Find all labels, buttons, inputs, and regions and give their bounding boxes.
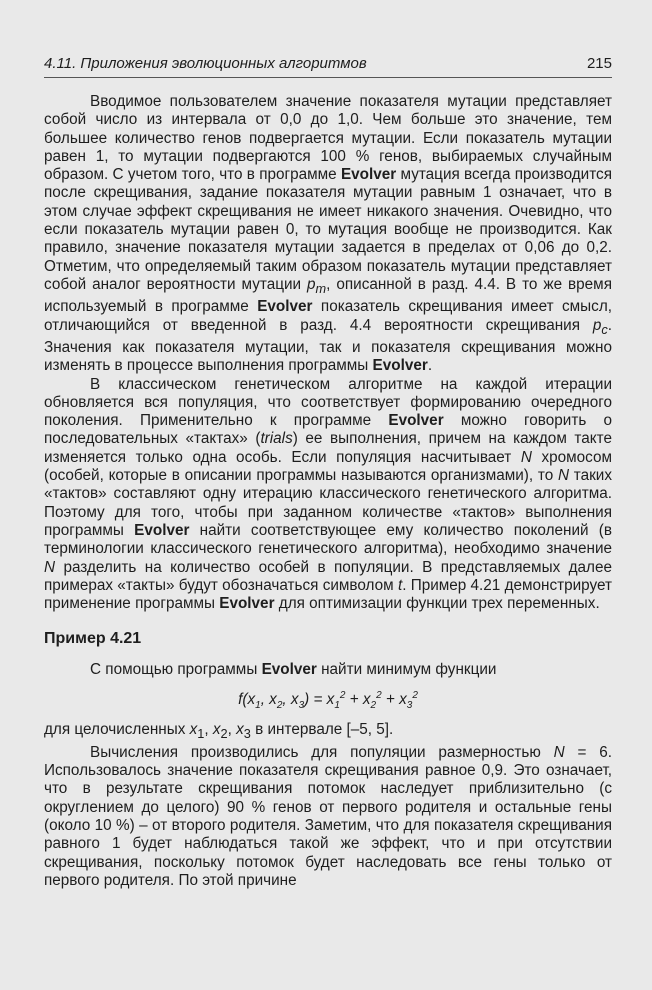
body-text [44,93,612,890]
page-number: 215 [586,55,612,72]
paragraph-domain: для целочисленных $x_1$, $x_2$, $x_3$ в интервале [–5, 5]. [44,721,394,742]
running-header [44,55,612,78]
function-formula: $f(x_1$, $x_2$, $x_3) = x_1^2 + x_2^2 + x_3^2$ [238,690,418,712]
paragraph-mutation: Вводимое пользователем значение показателя мутации представляет собой число из интервала от 0,0 до 1,0. Чем больше это значение, тем большее количество генов подвергается мутации. Если показатель мутации равен 1, то мутации подвергаются 100 % генов, выбираемых случайным образом. С учетом того, что в программе Evolver мутация всегда производится после скрещивания, задание показателя мутации равным 1 означает, что в этом случае эффект скрещивания не имеет никакого значения. Очевидно, что если показатель мутации равен 0, то мутация вообще не производится. Как правило, значение показателя мутации задается в пределах от 0,06 до 0,2. Отметим, что определяемый таким образом показатель мутации представляет собой аналог вероятности мутации $p_m$, описанной в разд. 4.4. В то же время используемый в программе Evolver показатель скрещивания имеет смысл, отличающийся от введенной в разд. 4.4 вероятности скрещивания $p_c$. Значения как показателя мутации, так и показателя скрещивания можно изменять в процессе выполнения программы Evolver. [44,93,612,375]
paragraph-computation: Вычисления производились для популяции размерностью N = 6. Использовалось значение показателя скрещивания равное 0,9. Это означает, что в результате скрещивания потомок наследует приблизительно (с округлением до целого) 90 % генов от первого родителя и остальные гены (около 10 %) – от второго родителя. Заметим, что для показателя скрещивания равного 1 будет наблюдаться такой же эффект, что и при отсутствии скрещивания, поскольку потомок будет наследовать все гены только от первого родителя. По этой причине [44,743,612,889]
paragraph-task: С помощью программы Evolver найти минимум функции [90,660,497,678]
example-heading: Пример 4.21 [44,630,142,648]
chapter-title: 4.11. Приложения эволюционных алгоритмов [44,55,367,72]
paragraph-classic-ga: В классическом генетическом алгоритме на каждой итерации обновляется вся популяция, что соответствует формированию очередного поколения. Применительно к программе Evolver можно говорить о последовательных «тактах» (trials) ее выполнения, причем на каждом такте изменяется только одна особь. Если популяция насчитывает N хромосом (особей, которые в описании программы называются организмами), то N таких «тактов» составляют одну итерацию классического генетического алгоритма. Поэтому для того, чтобы при заданном количестве «тактов» выполнения программы Evolver найти соответствующее ему количество поколений (в терминологии классического генетического алгоритма), необходимо значение N разделить на количество особей в популяции. В представляемых далее примерах «такты» будут обозначаться символом t. Пример 4.21 демонстрирует применение программы Evolver для оптимизации функции трех переменных. [44,375,612,613]
